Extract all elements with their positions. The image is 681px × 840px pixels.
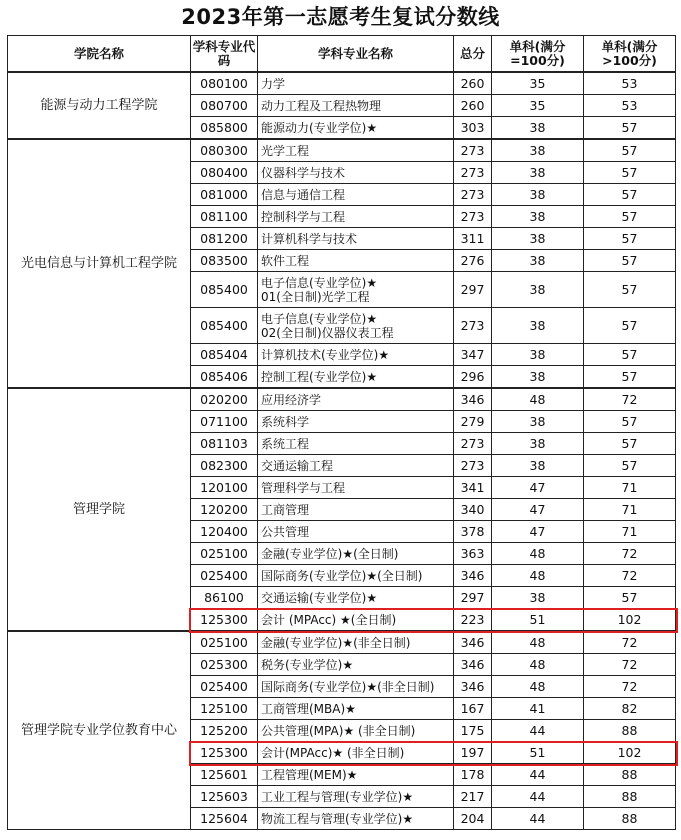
single-gt100-cell: 57 [584,587,676,609]
college-name-cell: 管理学院专业学位教育中心 [8,631,191,830]
major-cell: 系统工程 [258,433,454,455]
single-gt100-cell: 72 [584,388,676,411]
total-score-cell: 378 [454,521,492,543]
single-100-cell: 47 [492,499,584,521]
code-cell: 085404 [191,344,258,366]
single-100-cell: 44 [492,720,584,742]
code-cell: 080700 [191,95,258,117]
major-cell: 电子信息(专业学位)★ 01(全日制)光学工程 [258,272,454,308]
major-cell: 工商管理 [258,499,454,521]
major-cell: 计算机科学与技术 [258,228,454,250]
single-gt100-cell: 57 [584,366,676,389]
single-gt100-cell: 57 [584,433,676,455]
code-cell: 025400 [191,676,258,698]
single-100-cell: 38 [492,366,584,389]
total-score-cell: 260 [454,72,492,95]
single-gt100-cell: 57 [584,206,676,228]
code-cell: 125300 [191,609,258,632]
code-cell: 125300 [191,742,258,764]
single-100-cell: 41 [492,698,584,720]
major-cell: 电子信息(专业学位)★ 02(全日制)仪器仪表工程 [258,308,454,344]
single-100-cell: 38 [492,206,584,228]
single-100-cell: 48 [492,631,584,654]
code-cell: 080400 [191,162,258,184]
code-cell: 020200 [191,388,258,411]
single-100-cell: 47 [492,477,584,499]
major-cell: 控制科学与工程 [258,206,454,228]
single-gt100-cell: 71 [584,499,676,521]
single-gt100-cell: 53 [584,95,676,117]
single-100-cell: 48 [492,543,584,565]
major-cell: 软件工程 [258,250,454,272]
single-gt100-cell: 57 [584,411,676,433]
major-cell: 国际商务(专业学位)★(全日制) [258,565,454,587]
total-score-cell: 297 [454,272,492,308]
single-gt100-cell: 57 [584,162,676,184]
college-name-cell: 光电信息与计算机工程学院 [8,139,191,388]
single-gt100-cell: 57 [584,344,676,366]
code-cell: 083500 [191,250,258,272]
major-cell: 应用经济学 [258,388,454,411]
code-cell: 86100 [191,587,258,609]
single-100-cell: 44 [492,786,584,808]
code-cell: 085406 [191,366,258,389]
single-100-cell: 38 [492,272,584,308]
code-cell: 085400 [191,272,258,308]
college-name-cell: 管理学院 [8,388,191,631]
code-cell: 071100 [191,411,258,433]
total-score-cell: 260 [454,95,492,117]
table-row [8,139,676,162]
code-cell: 125603 [191,786,258,808]
major-cell: 会计 (MPAcc) ★(全日制) [258,609,454,632]
major-cell: 公共管理 [258,521,454,543]
major-cell: 力学 [258,72,454,95]
major-cell: 动力工程及工程热物理 [258,95,454,117]
total-score-cell: 363 [454,543,492,565]
total-score-cell: 297 [454,587,492,609]
table-body [8,72,676,830]
single-gt100-cell: 72 [584,565,676,587]
single-100-cell: 35 [492,72,584,95]
single-100-cell: 38 [492,455,584,477]
total-score-cell: 167 [454,698,492,720]
single-gt100-cell: 71 [584,521,676,543]
code-cell: 125601 [191,764,258,786]
major-cell: 计算机技术(专业学位)★ [258,344,454,366]
major-cell: 系统科学 [258,411,454,433]
single-gt100-cell: 57 [584,139,676,162]
major-cell: 信息与通信工程 [258,184,454,206]
total-score-cell: 346 [454,631,492,654]
major-cell: 管理科学与工程 [258,477,454,499]
header-single-100: 单科(满分=100分) [492,36,584,73]
single-100-cell: 38 [492,308,584,344]
single-gt100-cell: 88 [584,786,676,808]
single-gt100-cell: 72 [584,676,676,698]
code-cell: 081200 [191,228,258,250]
single-gt100-cell: 72 [584,654,676,676]
code-cell: 080300 [191,139,258,162]
total-score-cell: 346 [454,654,492,676]
total-score-cell: 273 [454,162,492,184]
code-cell: 080100 [191,72,258,95]
major-cell: 金融(专业学位)★(全日制) [258,543,454,565]
single-100-cell: 38 [492,250,584,272]
code-cell: 081103 [191,433,258,455]
single-100-cell: 38 [492,587,584,609]
total-score-cell: 346 [454,565,492,587]
major-cell: 会计(MPAcc)★ (非全日制) [258,742,454,764]
header-college: 学院名称 [8,36,191,73]
single-gt100-cell: 57 [584,455,676,477]
single-100-cell: 48 [492,676,584,698]
single-gt100-cell: 71 [584,477,676,499]
total-score-cell: 273 [454,308,492,344]
major-cell: 公共管理(MPA)★ (非全日制) [258,720,454,742]
single-100-cell: 51 [492,742,584,764]
single-100-cell: 38 [492,139,584,162]
total-score-cell: 296 [454,366,492,389]
major-cell: 工程管理(MEM)★ [258,764,454,786]
single-gt100-cell: 57 [584,228,676,250]
code-cell: 085400 [191,308,258,344]
single-gt100-cell: 102 [584,742,676,764]
major-cell: 工商管理(MBA)★ [258,698,454,720]
total-score-cell: 340 [454,499,492,521]
single-100-cell: 38 [492,184,584,206]
single-gt100-cell: 57 [584,308,676,344]
single-gt100-cell: 88 [584,720,676,742]
total-score-cell: 178 [454,764,492,786]
total-score-cell: 273 [454,206,492,228]
single-100-cell: 38 [492,411,584,433]
single-gt100-cell: 82 [584,698,676,720]
total-score-cell: 279 [454,411,492,433]
table-row [8,631,676,654]
major-cell: 交通运输(专业学位)★ [258,587,454,609]
total-score-cell: 346 [454,676,492,698]
total-score-cell: 347 [454,344,492,366]
total-score-cell: 303 [454,117,492,140]
total-score-cell: 273 [454,433,492,455]
college-name-cell: 能源与动力工程学院 [8,72,191,139]
single-gt100-cell: 57 [584,184,676,206]
major-cell: 物流工程与管理(专业学位)★ [258,808,454,830]
single-100-cell: 38 [492,117,584,140]
major-cell: 交通运输工程 [258,455,454,477]
single-100-cell: 47 [492,521,584,543]
single-100-cell: 48 [492,654,584,676]
total-score-cell: 204 [454,808,492,830]
major-cell: 光学工程 [258,139,454,162]
major-cell: 仪器科学与技术 [258,162,454,184]
header-code: 学科专业代码 [191,36,258,73]
single-100-cell: 51 [492,609,584,632]
code-cell: 120200 [191,499,258,521]
major-cell: 能源动力(专业学位)★ [258,117,454,140]
code-cell: 085800 [191,117,258,140]
table-row [8,72,676,95]
code-cell: 025100 [191,631,258,654]
major-cell: 税务(专业学位)★ [258,654,454,676]
code-cell: 120400 [191,521,258,543]
single-gt100-cell: 57 [584,117,676,140]
major-cell: 控制工程(专业学位)★ [258,366,454,389]
single-gt100-cell: 72 [584,631,676,654]
single-100-cell: 38 [492,228,584,250]
single-100-cell: 44 [492,764,584,786]
total-score-cell: 341 [454,477,492,499]
code-cell: 082300 [191,455,258,477]
single-100-cell: 38 [492,433,584,455]
header-total: 总分 [454,36,492,73]
single-100-cell: 48 [492,565,584,587]
single-gt100-cell: 57 [584,272,676,308]
major-cell: 金融(专业学位)★(非全日制) [258,631,454,654]
total-score-cell: 273 [454,184,492,206]
code-cell: 025100 [191,543,258,565]
code-cell: 025300 [191,654,258,676]
table-row [8,388,676,411]
single-100-cell: 38 [492,162,584,184]
single-100-cell: 48 [492,388,584,411]
code-cell: 025400 [191,565,258,587]
total-score-cell: 273 [454,455,492,477]
single-100-cell: 35 [492,95,584,117]
total-score-cell: 276 [454,250,492,272]
code-cell: 125200 [191,720,258,742]
single-gt100-cell: 88 [584,808,676,830]
single-gt100-cell: 88 [584,764,676,786]
page-title: 2023年第一志愿考生复试分数线 [181,5,500,29]
total-score-cell: 197 [454,742,492,764]
single-gt100-cell: 53 [584,72,676,95]
total-score-cell: 223 [454,609,492,632]
single-gt100-cell: 102 [584,609,676,632]
code-cell: 120100 [191,477,258,499]
single-100-cell: 38 [492,344,584,366]
total-score-cell: 217 [454,786,492,808]
code-cell: 081100 [191,206,258,228]
code-cell: 081000 [191,184,258,206]
total-score-cell: 175 [454,720,492,742]
total-score-cell: 346 [454,388,492,411]
header-single-gt100: 单科(满分>100分) [584,36,676,73]
code-cell: 125604 [191,808,258,830]
major-cell: 工业工程与管理(专业学位)★ [258,786,454,808]
single-gt100-cell: 57 [584,250,676,272]
major-cell: 国际商务(专业学位)★(非全日制) [258,676,454,698]
total-score-cell: 311 [454,228,492,250]
code-cell: 125100 [191,698,258,720]
header-major: 学科专业名称 [258,36,454,73]
single-gt100-cell: 72 [584,543,676,565]
single-100-cell: 44 [492,808,584,830]
total-score-cell: 273 [454,139,492,162]
score-table [7,35,676,830]
